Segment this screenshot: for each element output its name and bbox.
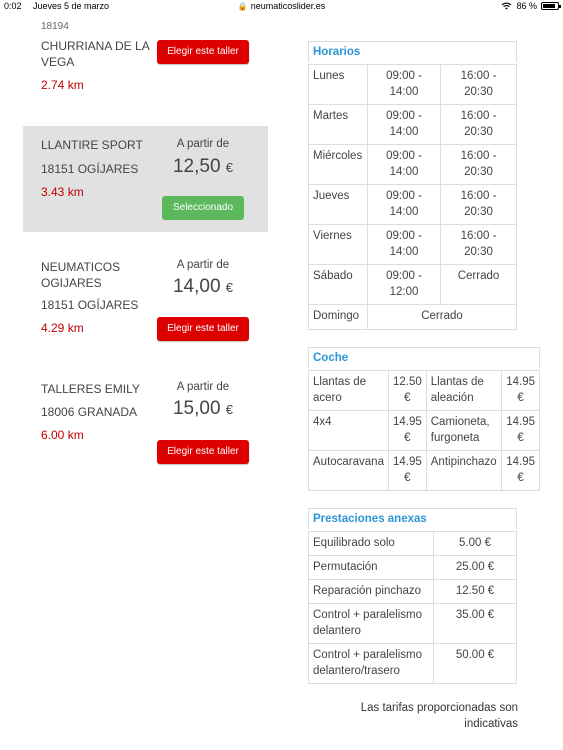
shop-address: 18006 GRANADA [41,405,138,419]
day-cell: Miércoles [309,145,368,185]
vehicle-price: 14.95 € [502,371,540,411]
shop-card [23,22,268,102]
vehicle-price: 14.95 € [502,411,540,451]
service-name: Control + paralelismo delantero [309,604,434,644]
date: Jueves 5 de marzo [33,1,110,11]
clock: 0:02 [4,1,22,11]
coche-row [309,371,540,411]
horarios-row [309,145,517,185]
vehicle-price: 14.95 € [388,411,426,451]
morning-hours: 09:00 - 14:00 [368,225,441,265]
vehicle-type: Llantas de acero [309,371,389,411]
battery-icon [541,2,559,10]
service-name: Equilibrado solo [309,532,434,556]
price-from-label: A partir de [176,138,230,150]
address-bar[interactable] [0,1,563,11]
horarios-row [309,185,517,225]
url-text: neumaticoslider.es [250,1,326,11]
vehicle-type: 4x4 [309,411,389,451]
horarios-row [309,265,517,305]
currency: € [225,402,234,417]
choose-workshop-button[interactable]: Elegir este taller [157,440,249,464]
service-price: 12.50 € [434,580,517,604]
afternoon-hours: 16:00 - 20:30 [441,145,517,185]
shop-price [153,156,253,178]
coche-title: Coche [308,347,540,368]
shop-card [23,372,268,482]
vehicle-type: Autocaravana [309,451,389,491]
afternoon-hours: Cerrado [441,265,517,305]
service-price: 5.00 € [434,532,517,556]
shop-name: TALLERES EMILY [41,382,140,396]
status-right [501,1,559,11]
service-row [309,604,517,644]
day-cell: Viernes [309,225,368,265]
service-price: 50.00 € [434,644,517,684]
afternoon-hours: 16:00 - 20:30 [441,225,517,265]
vehicle-type: Camioneta, furgoneta [426,411,501,451]
shop-address: 18151 OGÍJARES [41,298,139,312]
day-cell: Jueves [309,185,368,225]
afternoon-hours: 16:00 - 20:30 [441,185,517,225]
morning-hours: 09:00 - 14:00 [368,145,441,185]
coche-row [309,411,540,451]
afternoon-hours: 16:00 - 20:30 [441,65,517,105]
currency: € [225,280,234,295]
horarios-row [309,105,517,145]
lock-icon: 🔒 [237,2,248,11]
prestaciones-table [308,531,517,684]
vehicle-price: 14.95 € [502,451,540,491]
shop-distance: 2.74 km [41,78,84,92]
service-name: Reparación pinchazo [309,580,434,604]
service-price: 35.00 € [434,604,517,644]
currency: € [225,160,234,175]
vehicle-price: 14.95 € [388,451,426,491]
service-row [309,556,517,580]
shop-postal-partial: 18194 [41,21,69,32]
shop-distance: 3.43 km [41,185,84,199]
horarios-row [309,305,517,330]
choose-workshop-button[interactable]: Elegir este taller [157,40,249,64]
coche-table [308,370,540,491]
day-cell: Sábado [309,265,368,305]
day-cell: Domingo [309,305,368,330]
shop-name: NEUMATICOS OGIJARES [41,260,121,290]
service-price: 25.00 € [434,556,517,580]
service-row [309,580,517,604]
vehicle-price: 12.50 € [388,371,426,411]
prestaciones-title: Prestaciones anexas [308,508,517,529]
selected-button[interactable]: Seleccionado [162,196,244,220]
service-name: Control + paralelismo delantero/trasero [309,644,434,684]
morning-hours: 09:00 - 14:00 [368,65,441,105]
tariff-note: Las tarifas proporcionadas son indicativas [360,702,518,730]
battery-percent: 86 % [516,1,537,11]
shop-price [153,398,253,420]
price-value: 15,00 [172,398,221,419]
service-row [309,532,517,556]
shop-address: 18151 OGÍJARES [41,162,139,176]
day-cell: Lunes [309,65,368,105]
service-row [309,644,517,684]
battery-fill [543,4,555,8]
status-bar [0,0,563,14]
shop-price [153,276,253,298]
closed-cell: Cerrado [368,305,517,330]
shop-distance: 6.00 km [41,428,84,442]
service-name: Permutación [309,556,434,580]
shop-name: LLANTIRE SPORT [41,138,143,152]
price-from-label: A partir de [176,259,230,271]
shop-distance: 4.29 km [41,321,84,335]
shop-card-selected[interactable] [23,126,268,232]
shop-card [23,250,268,360]
vehicle-type: Llantas de aleación [426,371,501,411]
morning-hours: 09:00 - 12:00 [368,265,441,305]
price-value: 12,50 [172,156,221,177]
price-value: 14,00 [172,276,221,297]
horarios-title: Horarios [308,41,517,62]
day-cell: Martes [309,105,368,145]
horarios-table [308,64,517,330]
wifi-icon [501,2,512,10]
afternoon-hours: 16:00 - 20:30 [441,105,517,145]
horarios-row [309,65,517,105]
horarios-row [309,225,517,265]
coche-row [309,451,540,491]
shop-name: CHURRIANA DE LA VEGA [41,39,150,69]
price-from-label: A partir de [176,381,230,393]
morning-hours: 09:00 - 14:00 [368,105,441,145]
vehicle-type: Antipinchazo [426,451,501,491]
morning-hours: 09:00 - 14:00 [368,185,441,225]
choose-workshop-button[interactable]: Elegir este taller [157,317,249,341]
